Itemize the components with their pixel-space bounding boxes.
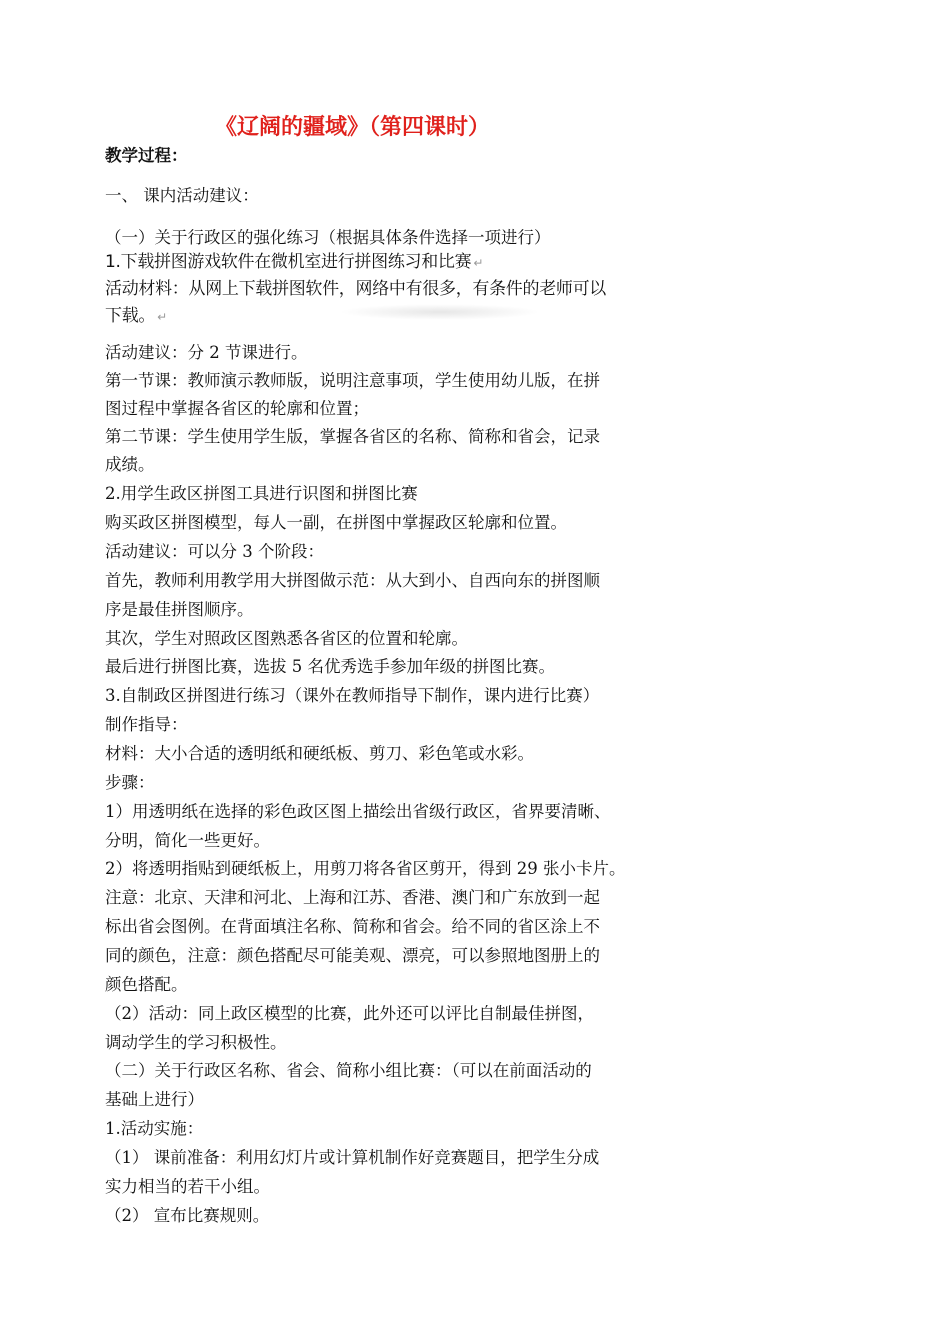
paragraph-line: 2）将透明指贴到硬纸板上，用剪刀将各省区剪开，得到 29 张小卡片。 bbox=[105, 859, 626, 878]
paragraph-line: 注意：北京、天津和河北、上海和江苏、香港、澳门和广东放到一起 bbox=[105, 888, 600, 907]
return-mark: ↵ bbox=[157, 310, 167, 324]
paragraph-line: 活动建议：可以分 3 个阶段： bbox=[105, 542, 324, 561]
subsection-2-heading: （二）关于行政区名称、省会、简称小组比赛：（可以在前面活动的 bbox=[105, 1061, 592, 1080]
paragraph-line: 制作指导： bbox=[105, 715, 188, 734]
paragraph-line: （2）活动：同上政区模型的比赛，此外还可以评比自制最佳拼图， bbox=[105, 1004, 594, 1023]
paragraph-line: 1.活动实施： bbox=[105, 1119, 204, 1138]
paragraph-line: 1）用透明纸在选择的彩色政区图上描绘出省级行政区，省界要清晰、 bbox=[105, 802, 611, 821]
paragraph-line: 同的颜色，注意：颜色搭配尽可能美观、漂亮，可以参照地图册上的 bbox=[105, 946, 600, 965]
activity-1-materials-cont: 下载。 ↵ bbox=[105, 306, 167, 326]
section-heading-teaching-process: 教学过程： bbox=[105, 146, 188, 165]
paragraph-line: 3.自制政区拼图进行练习（课外在教师指导下制作，课内进行比赛） bbox=[105, 686, 600, 705]
paragraph-line: （1） 课前准备：利用幻灯片或计算机制作好竞赛题目，把学生分成 bbox=[105, 1148, 600, 1167]
activity-1-materials: 活动材料：从网上下载拼图软件，网络中有很多，有条件的老师可以 bbox=[105, 279, 606, 299]
paragraph-line: 最后进行拼图比赛，选拔 5 名优秀选手参加年级的拼图比赛。 bbox=[105, 657, 555, 676]
paragraph-line: 基础上进行） bbox=[105, 1090, 204, 1109]
paragraph-line: 颜色搭配。 bbox=[105, 975, 188, 994]
subsection-1-heading: （一）关于行政区的强化练习（根据具体条件选择一项进行） bbox=[105, 228, 551, 247]
paragraph-line: 标出省会图例。在背面填注名称、简称和省会。给不同的省区涂上不 bbox=[105, 917, 600, 936]
paragraph-line: 2.用学生政区拼图工具进行识图和拼图比赛 bbox=[105, 484, 418, 503]
paragraph-line: 调动学生的学习积极性。 bbox=[105, 1033, 287, 1052]
paragraph-line: 购买政区拼图模型，每人一副，在拼图中掌握政区轮廓和位置。 bbox=[105, 513, 567, 532]
activity-1-heading: 1.下载拼图游戏软件在微机室进行拼图练习和比赛 ↵ bbox=[105, 252, 484, 272]
scan-smudge bbox=[340, 304, 540, 320]
paragraph-line: 图过程中掌握各省区的轮廓和位置； bbox=[105, 399, 369, 418]
paragraph-line: 第一节课：教师演示教师版，说明注意事项，学生使用幼儿版，在拼 bbox=[105, 371, 600, 390]
paragraph-line: 第二节课：学生使用学生版，掌握各省区的名称、简称和省会，记录 bbox=[105, 427, 600, 446]
paragraph-line: 步骤： bbox=[105, 773, 155, 792]
paragraph-line: （2） 宣布比赛规则。 bbox=[105, 1206, 270, 1225]
paragraph-line: 序是最佳拼图顺序。 bbox=[105, 600, 254, 619]
paragraph-line: 成绩。 bbox=[105, 455, 155, 474]
return-mark: ↵ bbox=[473, 256, 484, 270]
paragraph-line: 实力相当的若干小组。 bbox=[105, 1177, 270, 1196]
paragraph-line: 分明，简化一些更好。 bbox=[105, 831, 270, 850]
paragraph-line: 活动建议：分 2 节课进行。 bbox=[105, 343, 308, 362]
paragraph-line: 材料：大小合适的透明纸和硬纸板、剪刀、彩色笔或水彩。 bbox=[105, 744, 534, 763]
section-1-heading: 一、 课内活动建议： bbox=[105, 186, 259, 205]
paragraph-line: 其次，学生对照政区图熟悉各省区的位置和轮廓。 bbox=[105, 629, 468, 648]
document-title: 《辽阔的疆域》（第四课时） bbox=[215, 115, 491, 140]
paragraph-line: 首先，教师利用教学用大拼图做示范：从大到小、自西向东的拼图顺 bbox=[105, 571, 600, 590]
